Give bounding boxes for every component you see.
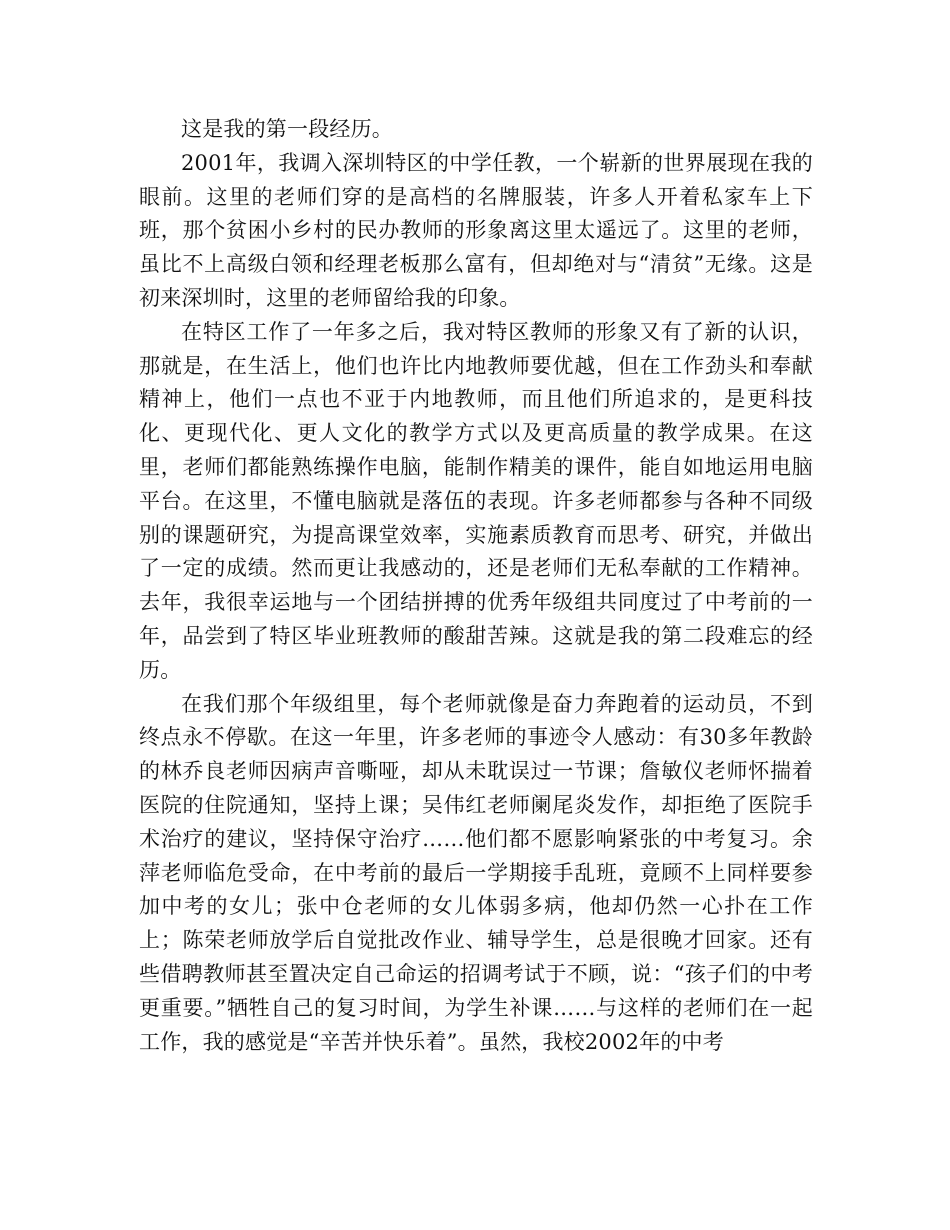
document-body xyxy=(139,113,813,1059)
paragraph-1: 这是我的第一段经历。 xyxy=(181,117,393,141)
paragraph-3: 在特区工作了一年多之后，我对特区教师的形象又有了新的认识，那就是，在生活上，他们也许比内地教师要优越，但在工作劲头和奉献精神上，他们一点也不亚于内地教师，而且他们所追求的，是更科技化、更现代化、更人文化的教学方式以及更高质量的教学成果。在这里，老师们都能熟练操作电脑，能制作精美的课件，能自如地运用电脑平台。在这里，不懂电脑就是落伍的表现。许多老师都参与各种不同级别的课题研究，为提高课堂效率，实施素质教育而思考、研究，并做出了一定的成绩。然而更让我感动的，还是老师们无私奉献的工作精神。去年，我很幸运地与一个团结拼搏的优秀年级组共同度过了中考前的一年，品尝到了特区毕业班教师的酸甜苦辣。这就是我的第二段难忘的经历。 xyxy=(139,319,813,682)
paragraph-2: 2001年，我调入深圳特区的中学任教，一个崭新的世界展现在我的眼前。这里的老师们穿的是高档的名牌服装，许多人开着私家车上下班，那个贫困小乡村的民办教师的形象离这里太遥远了。这里的老师，虽比不上高级白领和经理老板那么富有，但却绝对与“清贫”无缘。这是初来深圳时，这里的老师留给我的印象。 xyxy=(139,150,813,310)
paragraph-4: 在我们那个年级组里，每个老师就像是奋力奔跑着的运动员，不到终点永不停歇。在这一年里，许多老师的事迹令人感动：有30多年教龄的林乔良老师因病声音嘶哑，却从未耽误过一节课；詹敏仪老师怀揣着医院的住院通知，坚持上课；吴伟红老师阑尾炎发作，却拒绝了医院手术治疗的建议，坚持保守治疗……他们都不愿影响紧张的中考复习。余萍老师临危受命，在中考前的最后一学期接手乱班，竟顾不上同样要参加中考的女儿；张中仓老师的女儿体弱多病，他却仍然一心扑在工作上；陈荣老师放学后自觉批改作业、辅导学生，总是很晚才回家。还有些借聘教师甚至置决定自己命运的招调考试于不顾，说：“孩子们的中考更重要。”牺牲自己的复习时间，为学生补课……与这样的老师们在一起工作，我的感觉是“辛苦并快乐着”。虽然，我校2002年的中考 xyxy=(139,691,813,1054)
